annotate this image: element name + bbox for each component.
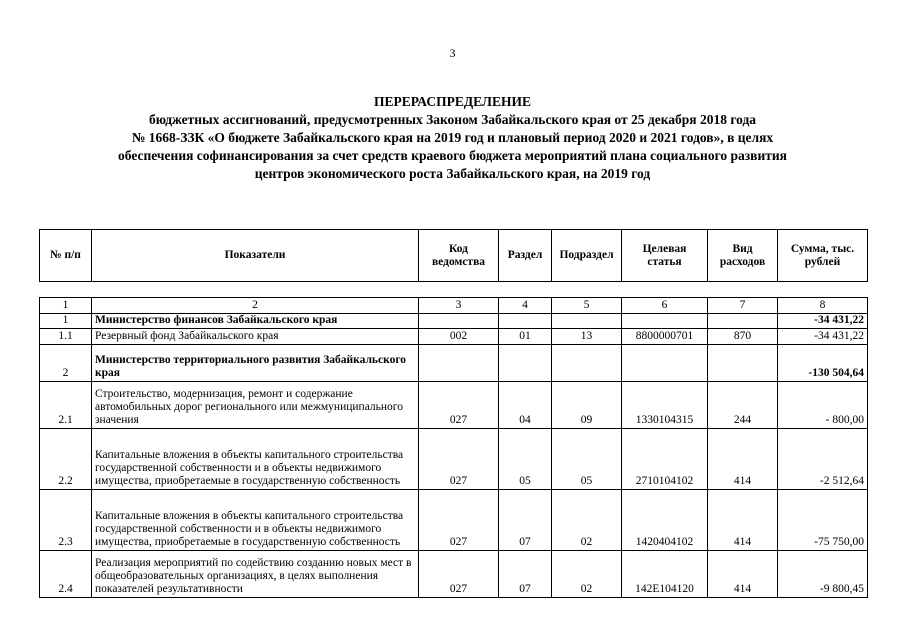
column-header-expense-type: Вид расходов (708, 230, 778, 282)
column-number: 1 (40, 298, 92, 314)
row-dept-code: 027 (419, 551, 499, 598)
row-dept-code (419, 314, 499, 329)
row-section: 04 (499, 382, 552, 429)
row-dept-code: 027 (419, 429, 499, 490)
row-number: 2.2 (40, 429, 92, 490)
column-number: 6 (622, 298, 708, 314)
row-dept-code (419, 345, 499, 382)
row-indicator: Реализация мероприятий по содействию созданию новых мест в общеобразовательных организациях, в целях выполнения показателей результативности (92, 551, 419, 598)
row-target (622, 345, 708, 382)
row-subsection: 05 (552, 429, 622, 490)
table-row (40, 382, 868, 429)
column-header-target: Целевая статья (622, 230, 708, 282)
row-subsection: 13 (552, 329, 622, 345)
row-number: 2 (40, 345, 92, 382)
column-number-row (40, 298, 868, 314)
row-amount: - 800,00 (778, 382, 868, 429)
row-indicator: Капитальные вложения в объекты капитального строительства государственной собственности и в объекты недвижимого имущества, приобретаемые в государственную собственность (92, 490, 419, 551)
table-header (39, 229, 868, 282)
row-indicator: Капитальные вложения в объекты капитального строительства государственной собственности и в объекты недвижимого имущества, приобретаемые в государственную собственность (92, 429, 419, 490)
row-expense-type: 244 (708, 382, 778, 429)
title-line-3: обеспечения софинансирования за счет средств краевого бюджета мероприятий плана социального развития (118, 148, 787, 163)
row-section: 07 (499, 490, 552, 551)
document-title (0, 93, 905, 183)
row-expense-type (708, 314, 778, 329)
row-target: 1330104315 (622, 382, 708, 429)
row-dept-code: 027 (419, 490, 499, 551)
row-amount: -34 431,22 (778, 314, 868, 329)
row-section: 01 (499, 329, 552, 345)
title-heading: ПЕРЕРАСПРЕДЕЛЕНИЕ (373, 94, 532, 109)
allocation-table (39, 297, 868, 598)
table-row (40, 329, 868, 345)
row-indicator: Резервный фонд Забайкальского края (92, 329, 419, 345)
row-target: 8800000701 (622, 329, 708, 345)
row-subsection (552, 314, 622, 329)
row-amount: -2 512,64 (778, 429, 868, 490)
row-amount: -75 750,00 (778, 490, 868, 551)
row-number: 2.4 (40, 551, 92, 598)
row-expense-type: 414 (708, 490, 778, 551)
row-expense-type (708, 345, 778, 382)
column-number: 7 (708, 298, 778, 314)
table-row (40, 345, 868, 382)
row-section (499, 314, 552, 329)
row-expense-type: 870 (708, 329, 778, 345)
row-target (622, 314, 708, 329)
row-target: 142E104120 (622, 551, 708, 598)
row-subsection: 02 (552, 551, 622, 598)
column-header-dept-code: Код ведомства (419, 230, 499, 282)
row-section: 05 (499, 429, 552, 490)
column-header-section: Раздел (499, 230, 552, 282)
row-target: 1420404102 (622, 490, 708, 551)
row-indicator: Министерство финансов Забайкальского края (92, 314, 419, 329)
column-number: 5 (552, 298, 622, 314)
row-dept-code: 002 (419, 329, 499, 345)
row-number: 1 (40, 314, 92, 329)
table-row (40, 490, 868, 551)
column-number: 4 (499, 298, 552, 314)
title-line-2: № 1668-ЗЗК «О бюджете Забайкальского края на 2019 год и плановый период 2020 и 2021 годов», в целях (131, 130, 774, 145)
table-row (40, 314, 868, 329)
row-number: 2.1 (40, 382, 92, 429)
row-section: 07 (499, 551, 552, 598)
row-subsection (552, 345, 622, 382)
row-subsection: 09 (552, 382, 622, 429)
page-number: 3 (449, 46, 456, 60)
column-header-amount: Сумма, тыс. рублей (778, 230, 868, 282)
column-header-num: № п/п (40, 230, 92, 282)
row-number: 2.3 (40, 490, 92, 551)
column-header-subsection: Подраздел (552, 230, 622, 282)
row-expense-type: 414 (708, 429, 778, 490)
row-subsection: 02 (552, 490, 622, 551)
row-amount: -130 504,64 (778, 345, 868, 382)
column-number: 2 (92, 298, 419, 314)
column-number: 8 (778, 298, 868, 314)
column-number: 3 (419, 298, 499, 314)
title-line-4: центров экономического роста Забайкальского края, на 2019 год (254, 166, 651, 181)
row-amount: -34 431,22 (778, 329, 868, 345)
row-number: 1.1 (40, 329, 92, 345)
column-header-name: Показатели (92, 230, 419, 282)
table-row (40, 429, 868, 490)
row-dept-code: 027 (419, 382, 499, 429)
row-section (499, 345, 552, 382)
title-line-1: бюджетных ассигнований, предусмотренных Законом Забайкальского края от 25 декабря 2018 года (148, 112, 757, 127)
row-expense-type: 414 (708, 551, 778, 598)
row-amount: -9 800,45 (778, 551, 868, 598)
row-target: 2710104102 (622, 429, 708, 490)
table-row (40, 551, 868, 598)
row-indicator: Министерство территориального развития Забайкальского края (92, 345, 419, 382)
row-indicator: Строительство, модернизация, ремонт и содержание автомобильных дорог регионального или межмуниципального значения (92, 382, 419, 429)
